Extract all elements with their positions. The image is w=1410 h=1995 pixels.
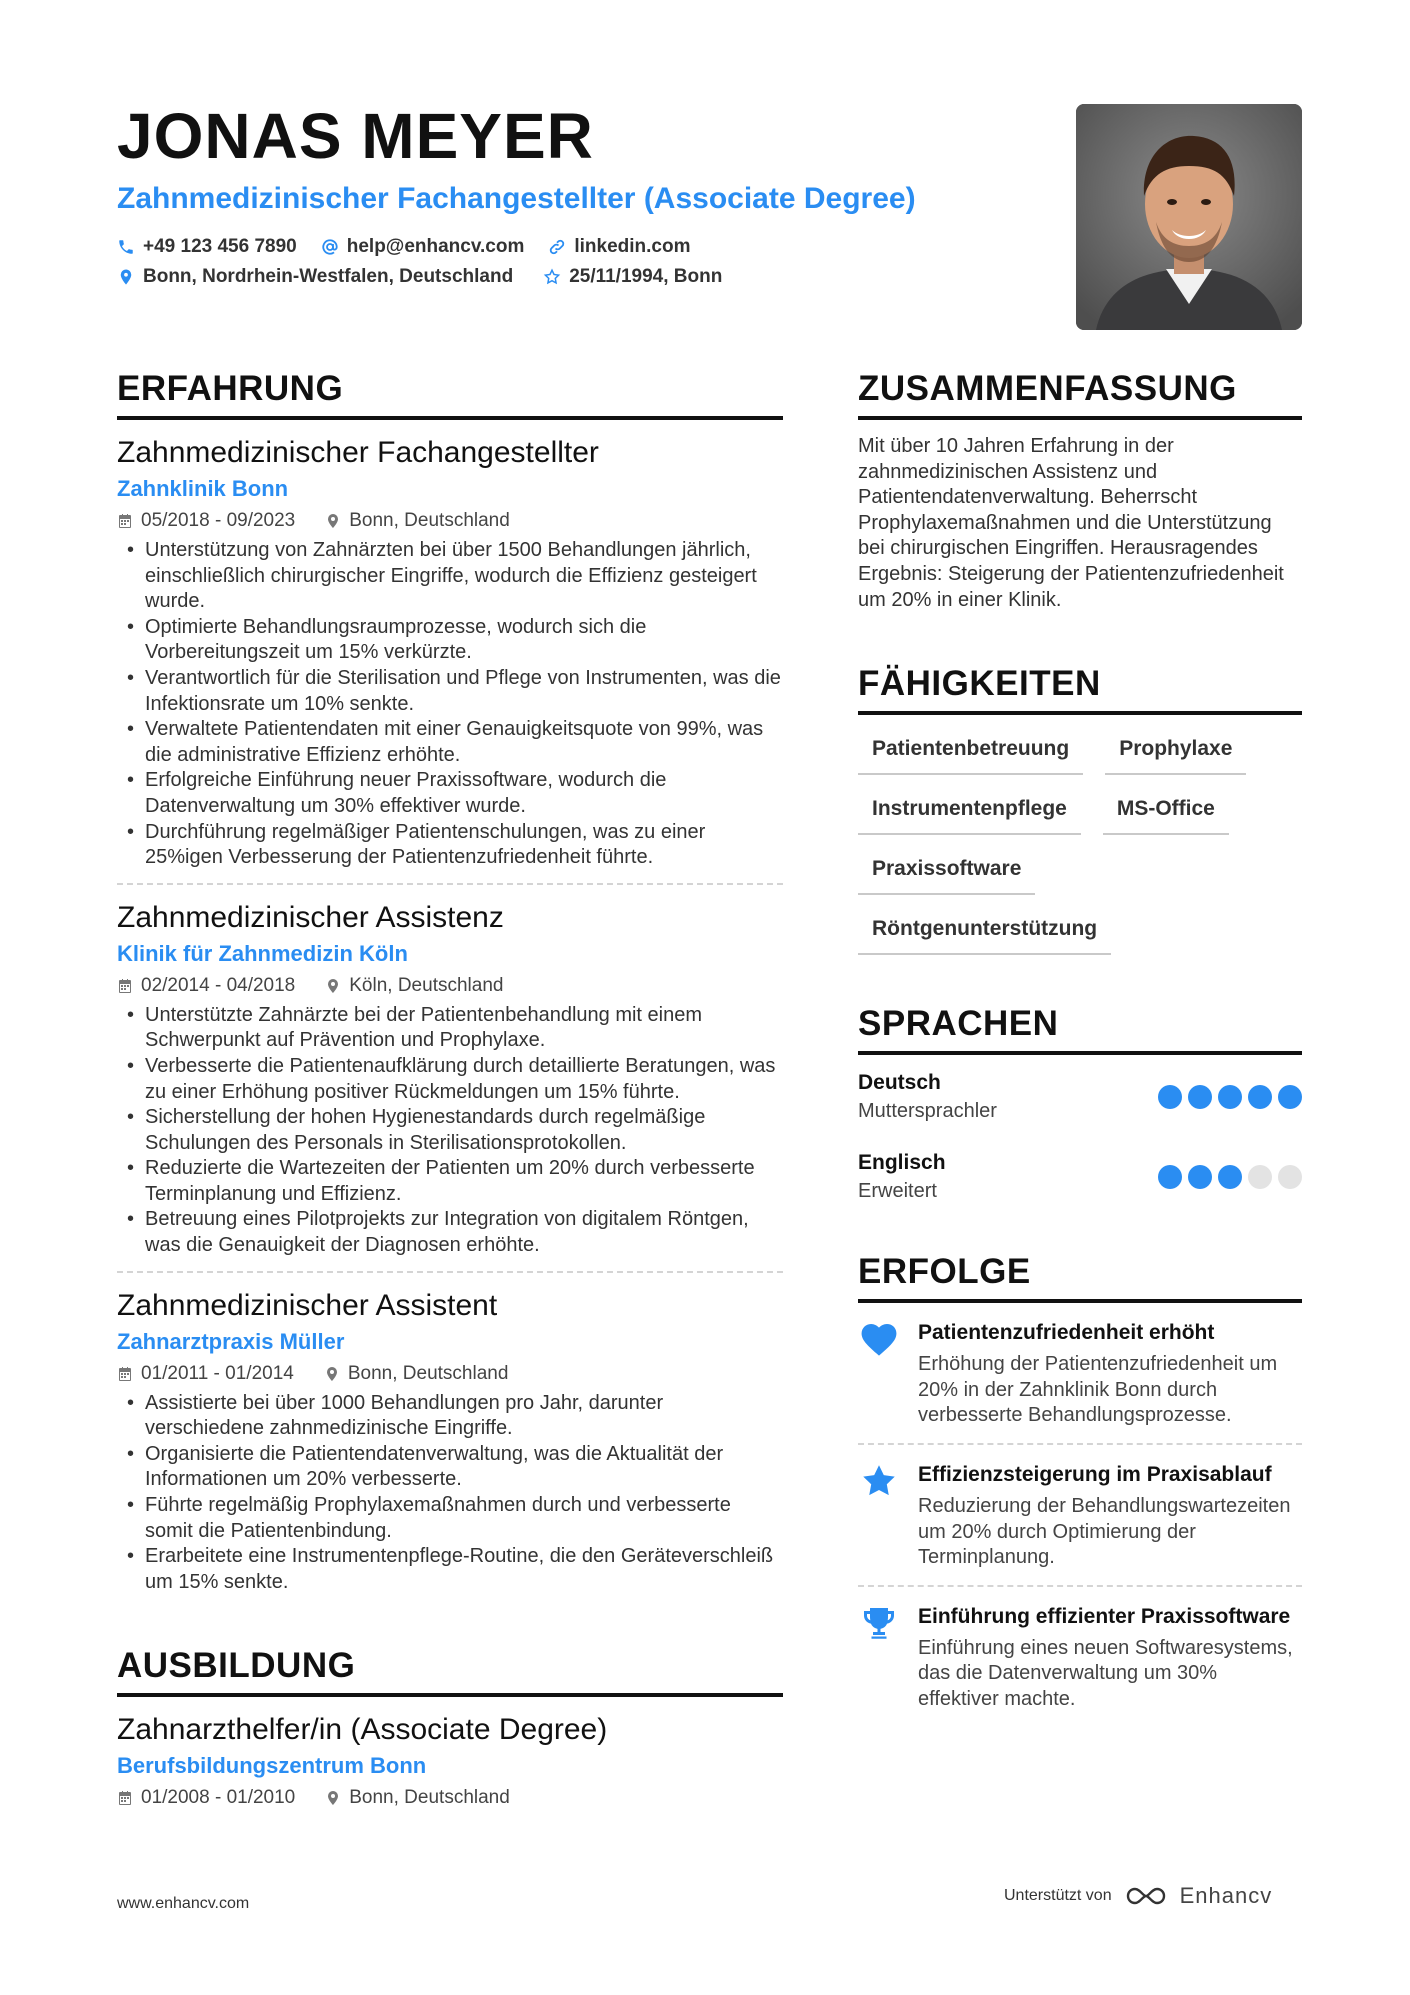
job-company: Zahnklinik Bonn xyxy=(117,476,289,501)
star-icon xyxy=(858,1461,900,1571)
job-title: Zahnmedizinischer Assistenz xyxy=(117,900,504,934)
job-title: Zahnmedizinischer Assistent xyxy=(117,1288,498,1322)
skills-list xyxy=(858,729,1302,955)
job-location xyxy=(325,973,503,999)
skill-tag: MS-Office xyxy=(1103,789,1229,835)
job-dates xyxy=(117,508,295,534)
job-bullet: • Unterstützung von Zahnärzten bei über 1500 Behandlungen jährlich, einschließlich chirurgischer Eingriffe, wodurch die Effizienz gesteigert wurde. xyxy=(117,538,783,615)
experience-entry xyxy=(117,420,783,885)
achievement-item xyxy=(858,1445,1302,1587)
achievement-desc: Erhöhung der Patientenzufriedenheit um 20% in der Zahnklinik Bonn durch verbesserte Behandlungsprozesse. xyxy=(918,1353,1278,1427)
job-bullet: • Assistierte bei über 1000 Behandlungen pro Jahr, darunter verschiedene zahnmedizinische Eingriffe. xyxy=(117,1391,783,1442)
job-bullet: • Unterstützte Zahnärzte bei der Patientenbehandlung mit einem Schwerpunkt auf Prävention und Prophylaxe. xyxy=(117,1003,783,1054)
language-name: Deutsch xyxy=(858,1071,941,1095)
job-bullet: • Verantwortlich für die Sterilisation und Pflege von Instrumenten, was die Infektionsrate um 10% senkte. xyxy=(117,666,783,717)
achievement-desc: Einführung eines neuen Softwaresystems, das die Datenverwaltung um 30% effektiver machte. xyxy=(918,1636,1293,1710)
job-company: Zahnarztpraxis Müller xyxy=(117,1328,345,1354)
language-level: Muttersprachler xyxy=(858,1100,997,1123)
language-item xyxy=(858,1069,1302,1125)
skill-tag: Patientenbetreuung xyxy=(858,729,1083,775)
job-meta xyxy=(117,508,783,534)
birth-contact xyxy=(543,262,722,292)
contact-row-2 xyxy=(117,262,1037,292)
job-bullet: • Verbesserte die Patientenaufklärung durch detaillierte Beratungen, was zu einer Erhöhung positiver Rückmeldungen um 15% führte. xyxy=(117,1054,783,1105)
job-company: Klinik für Zahnmedizin Köln xyxy=(117,940,408,966)
rating-dot-filled xyxy=(1188,1165,1212,1189)
job-dates xyxy=(117,973,295,999)
skills-section-title: FÄHIGKEITEN xyxy=(858,663,1302,715)
trophy-icon xyxy=(858,1603,900,1713)
education-dates-text: 01/2008 - 01/2010 xyxy=(141,1787,296,1809)
achievement-title: Patientenzufriedenheit erhöht xyxy=(918,1321,1215,1345)
resume-header xyxy=(117,100,1037,292)
skill-tag: Röntgenunterstützung xyxy=(858,909,1111,955)
location-contact xyxy=(117,262,513,292)
job-location xyxy=(324,1361,509,1387)
achievements-section-title: ERFOLGE xyxy=(858,1251,1302,1303)
job-location-text: Köln, Deutschland xyxy=(349,974,504,996)
job-bullet: • Organisierte die Patientendatenverwaltung, was die Aktualität der Informationen um 20% verbesserte. xyxy=(117,1442,783,1493)
achievement-title: Einführung effizienter Praxissoftware xyxy=(918,1604,1291,1628)
achievement-body xyxy=(918,1319,1302,1429)
job-meta xyxy=(117,973,783,999)
enhancv-logo-icon xyxy=(1124,1884,1168,1908)
link-icon xyxy=(548,238,566,256)
rating-dot-filled xyxy=(1158,1085,1182,1109)
email-text: help@enhancv.com xyxy=(346,236,525,257)
rating-dot-filled xyxy=(1188,1085,1212,1109)
skill-tag: Instrumentenpflege xyxy=(858,789,1081,835)
linkedin-contact[interactable] xyxy=(548,232,690,262)
summary-section-title: ZUSAMMENFASSUNG xyxy=(858,368,1302,420)
calendar-icon xyxy=(117,1790,133,1806)
phone-contact[interactable] xyxy=(117,232,297,262)
language-info xyxy=(858,1149,946,1205)
job-bullets xyxy=(117,1391,783,1596)
job-meta xyxy=(117,1361,783,1387)
job-bullets xyxy=(117,1003,783,1259)
experience-entry xyxy=(117,885,783,1273)
rating-dot-filled xyxy=(1158,1165,1182,1189)
education-location xyxy=(325,1785,510,1811)
brand-name: Enhancv xyxy=(1179,1883,1273,1908)
rating-dot-filled xyxy=(1218,1165,1242,1189)
job-bullets xyxy=(117,538,783,871)
powered-by-text: Unterstützt von xyxy=(1004,1887,1112,1904)
rating-dot-filled xyxy=(1278,1085,1302,1109)
achievement-body xyxy=(918,1603,1302,1713)
job-bullet: • Erarbeitete eine Instrumentenpflege-Routine, die den Geräteverschleiß um 15% senkte. xyxy=(117,1544,783,1595)
job-title: Zahnmedizinischer Fachangestellter xyxy=(117,436,599,469)
contact-row-1 xyxy=(117,232,1037,262)
language-level: Erweitert xyxy=(858,1180,937,1203)
languages-section-title: SPRACHEN xyxy=(858,1003,1302,1055)
at-icon xyxy=(321,238,339,256)
summary-text: Mit über 10 Jahren Erfahrung in der zahnmedizinischen Assistenz und Patientendatenverwaltung. Beherrscht Prophylaxemaßnahmen und die Unterstützung bei chirurgischen Eingriffen. Herausragendes Ergebnis: Steigerung der Patientenzufriedenheit um 20% in einer Klinik. xyxy=(858,435,1284,611)
candidate-headline: Zahnmedizinischer Fachangestellter (Associate Degree) xyxy=(117,182,916,215)
degree-title: Zahnarzthelfer/in (Associate Degree) xyxy=(117,1713,608,1747)
location-pin-icon xyxy=(325,1790,341,1806)
location-text: Bonn, Nordrhein-Westfalen, Deutschland xyxy=(143,266,514,287)
footer-website[interactable]: www.enhancv.com xyxy=(117,1895,250,1912)
profile-photo xyxy=(1076,104,1302,330)
location-pin-icon xyxy=(117,268,135,286)
achievement-item xyxy=(858,1303,1302,1445)
experience-section-title: ERFAHRUNG xyxy=(117,368,783,420)
language-info xyxy=(858,1069,997,1125)
job-bullet: • Verwaltete Patientendaten mit einer Genauigkeitsquote von 99%, was die administrative Effizienz erhöhte. xyxy=(117,717,783,768)
skill-tag: Praxissoftware xyxy=(858,849,1035,895)
rating-dot-empty xyxy=(1248,1165,1272,1189)
language-rating xyxy=(1158,1165,1302,1189)
education-meta xyxy=(117,1785,783,1811)
job-bullet: • Durchführung regelmäßiger Patientenschulungen, was zu einer 25%igen Verbesserung der Patientenzufriedenheit führte. xyxy=(117,820,783,871)
footer-branding xyxy=(1004,1883,1272,1909)
language-item xyxy=(858,1149,1302,1205)
location-pin-icon xyxy=(324,1366,340,1382)
education-location-text: Bonn, Deutschland xyxy=(349,1787,510,1809)
location-pin-icon xyxy=(325,978,341,994)
left-column xyxy=(117,368,783,1811)
language-name: Englisch xyxy=(858,1151,946,1175)
achievement-desc: Reduzierung der Behandlungswartezeiten um 20% durch Optimierung der Terminplanung. xyxy=(918,1494,1291,1569)
education-dates xyxy=(117,1785,295,1811)
job-bullet: • Betreuung eines Pilotprojekts zur Integration von digitalem Röntgen, was die Genauigkeit der Diagnosen erhöhte. xyxy=(117,1207,783,1258)
job-bullet: • Erfolgreiche Einführung neuer Praxissoftware, wodurch die Datenverwaltung um 30% effektiver wurde. xyxy=(117,768,783,819)
job-dates-text: 01/2011 - 01/2014 xyxy=(141,1362,294,1384)
job-dates-text: 02/2014 - 04/2018 xyxy=(141,974,296,996)
achievement-title: Effizienzsteigerung im Praxisablauf xyxy=(918,1462,1272,1486)
achievements-list xyxy=(858,1303,1302,1726)
job-dates-text: 05/2018 - 09/2023 xyxy=(141,510,296,531)
job-location-text: Bonn, Deutschland xyxy=(349,510,510,531)
star-outline-icon xyxy=(543,268,561,286)
skill-tag: Prophylaxe xyxy=(1105,729,1246,775)
calendar-icon xyxy=(117,978,133,994)
calendar-icon xyxy=(117,513,133,529)
achievement-item xyxy=(858,1587,1302,1727)
right-column xyxy=(858,368,1302,1727)
rating-dot-empty xyxy=(1278,1165,1302,1189)
rating-dot-filled xyxy=(1248,1085,1272,1109)
job-bullet: • Sicherstellung der hohen Hygienestandards durch regelmäßige Schulungen des Personals in Sterilisationsprotokollen. xyxy=(117,1105,783,1156)
email-contact[interactable] xyxy=(321,232,525,262)
location-pin-icon xyxy=(325,513,341,529)
birth-text: 25/11/1994, Bonn xyxy=(569,266,723,287)
job-location-text: Bonn, Deutschland xyxy=(347,1362,509,1384)
job-dates xyxy=(117,1361,294,1387)
calendar-icon xyxy=(117,1366,133,1382)
language-rating xyxy=(1158,1085,1302,1109)
achievement-body xyxy=(918,1461,1302,1571)
rating-dot-filled xyxy=(1218,1085,1242,1109)
education-section-title: AUSBILDUNG xyxy=(117,1645,783,1697)
candidate-name: JONAS MEYER xyxy=(117,100,594,172)
job-bullet: • Führte regelmäßig Prophylaxemaßnahmen durch und verbesserte somit die Patientenbindung. xyxy=(117,1493,783,1544)
experience-entry xyxy=(117,1273,783,1608)
phone-icon xyxy=(117,238,135,256)
school-name: Berufsbildungszentrum Bonn xyxy=(117,1753,427,1779)
phone-text: +49 123 456 7890 xyxy=(143,236,297,257)
heart-icon xyxy=(858,1319,900,1429)
education-entry xyxy=(117,1697,783,1811)
job-bullet: • Reduzierte die Wartezeiten der Patienten um 20% durch verbesserte Terminplanung und Effizienz. xyxy=(117,1156,783,1207)
linkedin-text: linkedin.com xyxy=(574,236,691,257)
job-location xyxy=(325,508,510,534)
job-bullet: • Optimierte Behandlungsraumprozesse, wodurch sich die Vorbereitungszeit um 15% verkürzte. xyxy=(117,615,783,666)
